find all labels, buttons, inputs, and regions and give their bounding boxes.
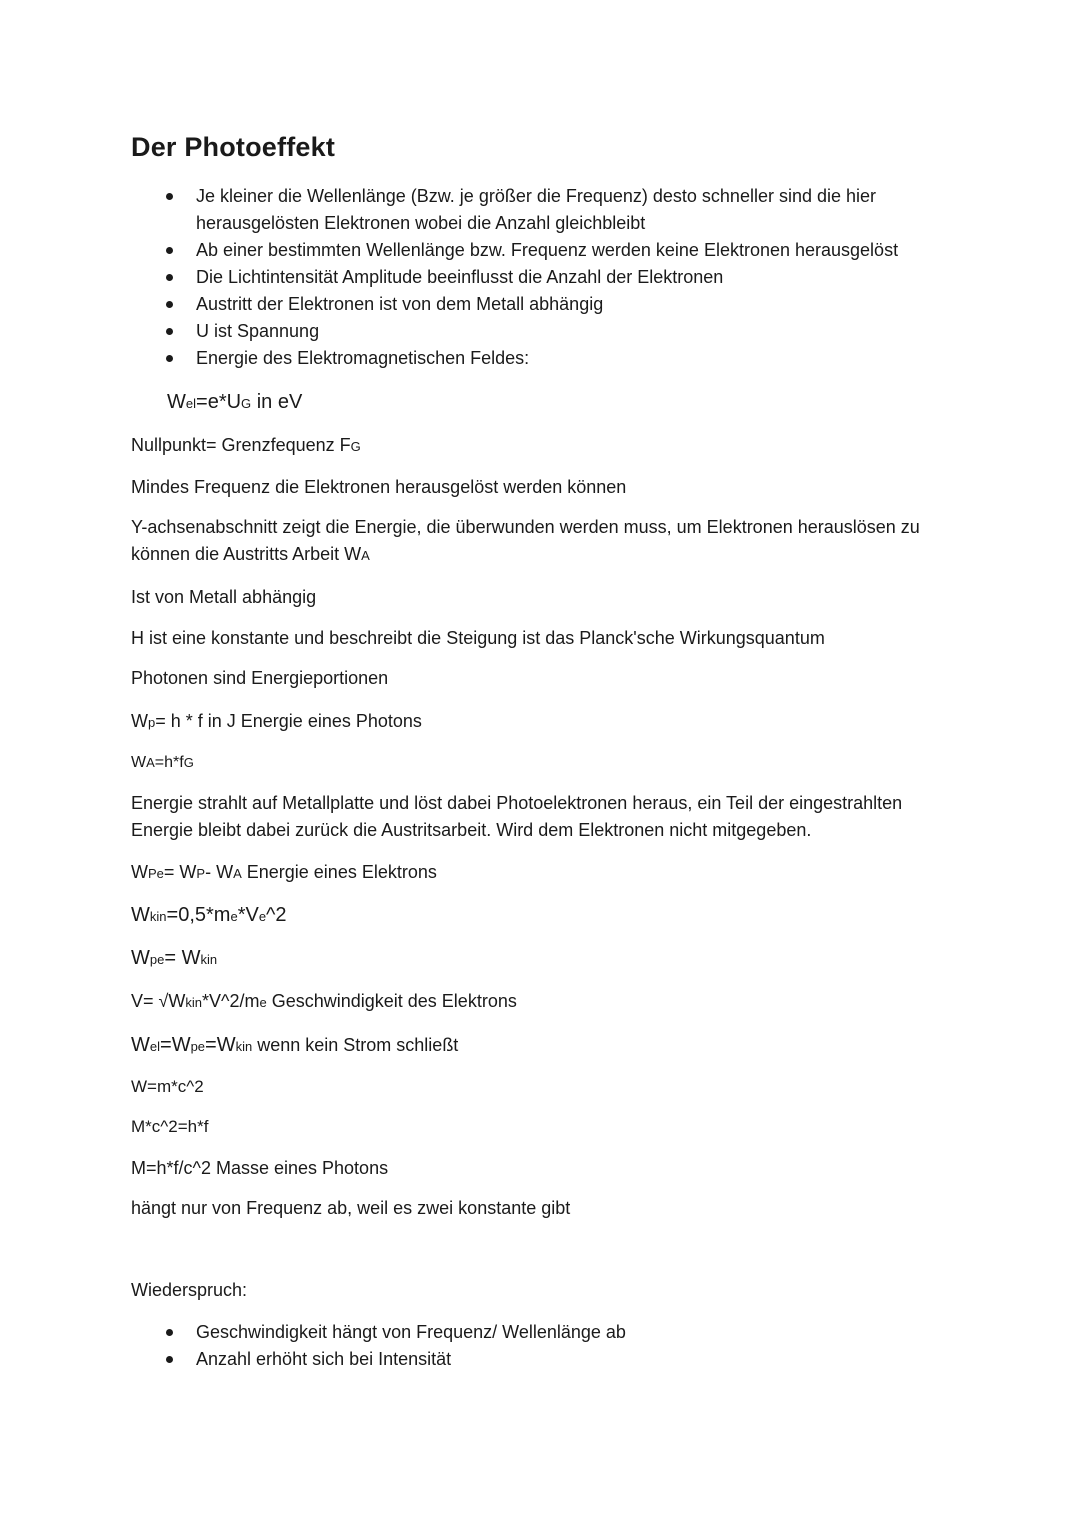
list-item: Energie des Elektromagnetischen Feldes:	[131, 345, 951, 372]
bullet-list-widerspruch	[131, 1319, 951, 1373]
formula-wa: WA=h*fG	[131, 754, 194, 771]
page-title: Der Photoeffekt	[131, 132, 336, 162]
photonen-line: Photonen sind Energieportionen	[131, 668, 389, 688]
nullpunkt-line: Nullpunkt= Grenzfequenz FG	[131, 435, 361, 455]
formula-wkin: Wkin=0,5*me*Ve^2	[131, 904, 287, 926]
formula-wel: Wel=e*UG in eV	[167, 391, 303, 413]
list-item: Je kleiner die Wellenlänge (Bzw. je größer die Frequenz) desto schneller sind die hier herausgelösten Elektronen wobei die Anzahl gleichbleibt	[131, 183, 951, 237]
formula-v: V= √Wkin*V^2/me Geschwindigkeit des Elektrons	[131, 991, 517, 1011]
widerspruch-heading: Wiederspruch:	[131, 1280, 248, 1300]
list-item: Anzahl erhöht sich bei Intensität	[131, 1346, 951, 1373]
list-item: U ist Spannung	[131, 318, 951, 345]
formula-mc-hf: M*c^2=h*f	[131, 1117, 209, 1136]
list-item: Ab einer bestimmten Wellenlänge bzw. Frequenz werden keine Elektronen herausgelöst	[131, 237, 951, 264]
formula-wp: Wp= h * f in J Energie eines Photons	[131, 711, 422, 731]
formula-wpe-eq: Wpe= Wkin	[131, 947, 218, 969]
planck-line: H ist eine konstante und beschreibt die Steigung ist das Planck'sche Wirkungsquantum	[131, 628, 825, 648]
y-achse-paragraph: Y-achsenabschnitt zeigt die Energie, die überwunden werden muss, um Elektronen herauslösen zu können die Austritts Arbeit WA	[131, 517, 920, 564]
energie-paragraph: Energie strahlt auf Metallplatte und löst dabei Photoelektronen heraus, ein Teil der eingestrahlten Energie bleibt dabei zurück die Austritsarbeit. Wird dem Elektronen nicht mitgegeben.	[131, 793, 903, 840]
mindes-line: Mindes Frequenz die Elektronen herausgelöst werden können	[131, 477, 627, 497]
formula-masse: M=h*f/c^2 Masse eines Photons	[131, 1158, 389, 1178]
bullet-list-properties	[131, 183, 951, 372]
list-item: Austritt der Elektronen ist von dem Metall abhängig	[131, 291, 951, 318]
formula-wmc: W=m*c^2	[131, 1077, 204, 1096]
formula-wpe: WPe= WP- WA Energie eines Elektrons	[131, 862, 437, 882]
haengt-line: hängt nur von Frequenz ab, weil es zwei konstante gibt	[131, 1198, 571, 1218]
formula-wel-chain: Wel=Wpe=Wkin wenn kein Strom schließt	[131, 1034, 459, 1056]
list-item: Geschwindigkeit hängt von Frequenz/ Wellenlänge ab	[131, 1319, 951, 1346]
list-item: Die Lichtintensität Amplitude beeinflusst die Anzahl der Elektronen	[131, 264, 951, 291]
metall-line: Ist von Metall abhängig	[131, 587, 317, 607]
